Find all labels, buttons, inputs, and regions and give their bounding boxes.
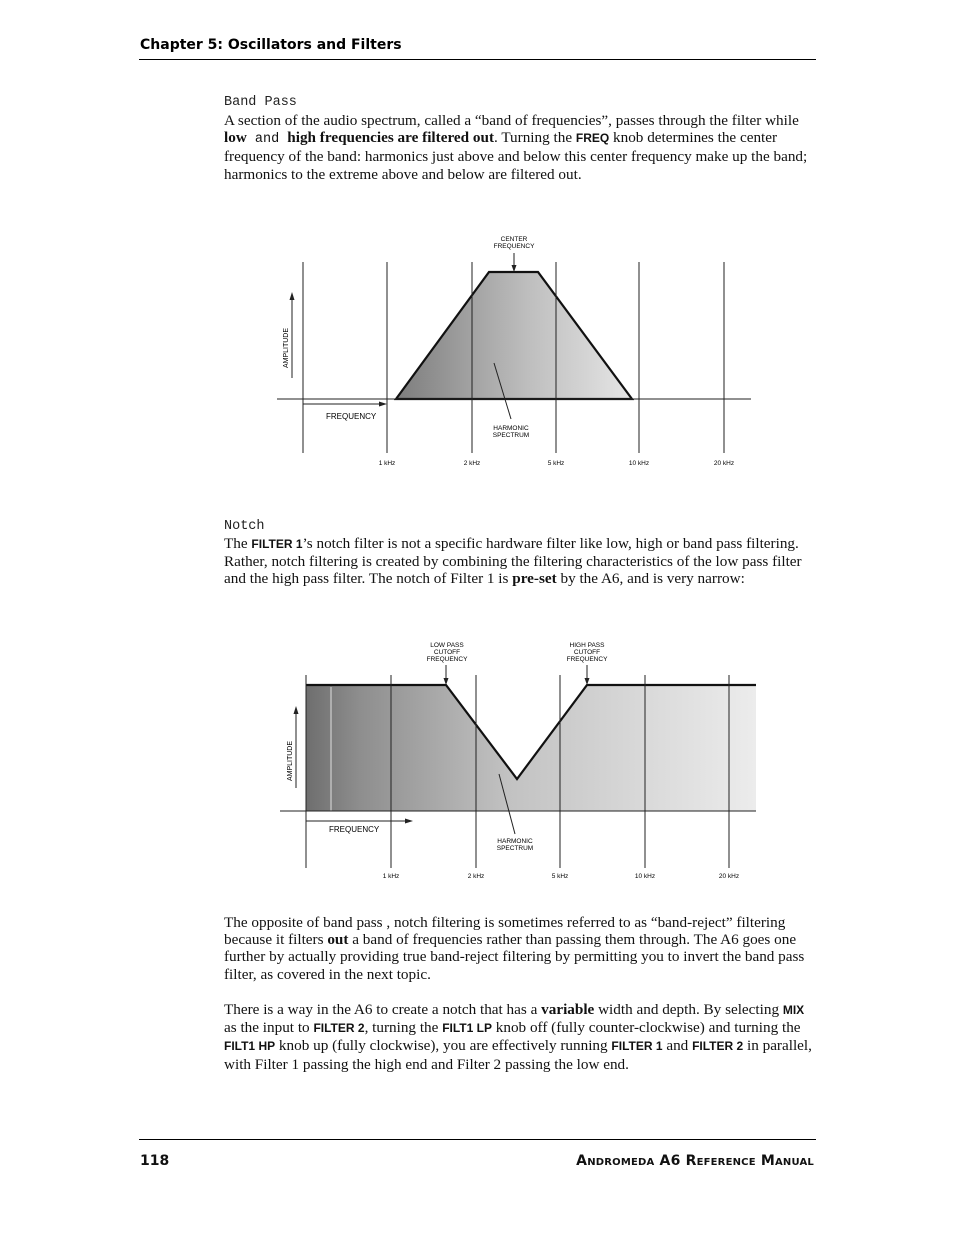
footer-rule [139,1139,816,1140]
bold-out: out [327,931,349,949]
tick-label: 2 kHz [463,460,481,467]
variable-notch-paragraph [224,1001,814,1073]
text-run: knob off (fully counter-clockwise) and turning the [491,1019,801,1037]
text-run: knob determines the center frequency of the band: harmonics just above and below this center frequency make up the band; harmonics to the extreme above and below are filtered out. [224,129,808,183]
hp-label: HIGH PASS [569,642,605,649]
tick-label: 1 kHz [382,873,400,880]
harmonic-label: SPECTRUM [496,845,534,852]
notch-shape [306,685,756,811]
lp-label: FREQUENCY [426,656,468,663]
hp-label: CUTOFF [573,649,601,656]
text-run: a band of frequencies rather than passing them through. The A6 goes one further by actually providing true band-reject filtering by permitting you to invert the band pass filter, as covered in the next topic. [224,931,805,983]
notch-figure [270,638,762,884]
arrow-head [294,706,299,714]
tick-label: 10 kHz [634,873,656,880]
harmonic-label: SPECTRUM [492,432,530,439]
header-rule [139,59,816,60]
filt1-lp-label: FILT1 LP [442,1021,492,1036]
center-label: FREQUENCY [493,243,535,250]
tick-label: 2 kHz [467,873,485,880]
tick-label: 5 kHz [551,873,569,880]
bold-low: low [224,129,247,147]
amplitude-label: AMPLITUDE [287,740,294,782]
tick-label: 20 kHz [713,460,735,467]
center-label: CENTER [500,236,528,243]
bold-variable: variable [541,1001,595,1018]
harmonic-label: HARMONIC [493,425,529,432]
manual-title: Andromeda A6 Reference Manual [576,1153,814,1169]
tick-label: 5 kHz [547,460,565,467]
text-run: as the input to [224,1019,314,1037]
lp-label: CUTOFF [433,649,461,656]
tick-label: 20 kHz [718,873,740,880]
amplitude-label: AMPLITUDE [283,327,290,369]
filter2-label: FILTER 2 [692,1039,744,1054]
text-run: The opposite of band pass , notch filtering is sometimes referred to as “band-reject” filtering because it filters [224,914,786,949]
band-reject-paragraph [224,914,814,983]
filt1-hp-label: FILT1 HP [224,1039,276,1054]
filter1-label: FILTER 1 [251,537,303,551]
bandpass-paragraph [224,112,814,183]
text-run: by the A6, and is very narrow: [556,570,745,588]
notch-title: Notch [224,519,265,534]
text-run: and [662,1037,693,1055]
harmonic-label: HARMONIC [497,838,533,845]
text-run: in parallel, with Filter 1 passing the high end and Filter 2 passing the low end. [224,1037,812,1073]
bold-high-filtered: high frequencies are filtered out [287,129,494,147]
bandpass-shape [396,272,632,399]
mix-label: MIX [782,1003,805,1017]
bandpass-figure [270,228,760,473]
arrow-head [290,292,295,300]
text-run: ’s notch filter is not a specific hardware filter like low, high or band pass filtering. Rather, notch filtering is created by combining the filtering characteristics of the low pass filter and the high pass filter. The notch of Filter 1 is [224,535,802,588]
arrow-head [405,819,413,824]
page-number: 118 [140,1153,170,1169]
text-run: A section of the audio spectrum, called a “band of frequencies”, passes through the filter while [224,112,799,129]
frequency-label: FREQUENCY [326,412,377,421]
text-run: . Turning the [494,129,576,147]
hp-label: FREQUENCY [566,656,608,663]
frequency-label: FREQUENCY [329,825,380,834]
tick-label: 10 kHz [628,460,650,467]
notch-paragraph [224,535,814,588]
chapter-header: Chapter 5: Oscillators and Filters [140,37,402,53]
lp-label: LOW PASS [430,642,464,649]
filter2-label: FILTER 2 [313,1021,365,1036]
text-run: width and depth. By selecting [594,1001,783,1018]
text-run: knob up (fully clockwise), you are effectively running [275,1037,612,1055]
text-run: The [224,535,252,552]
filter1-label: FILTER 1 [611,1039,663,1054]
bandpass-title: Band Pass [224,95,297,110]
tick-label: 1 kHz [378,460,396,467]
arrow-head [379,402,387,407]
mono-and: and [246,132,288,148]
freq-knob-label: FREQ [575,131,610,146]
text-run: There is a way in the A6 to create a notch that has a [224,1001,542,1018]
text-run: , turning the [364,1019,443,1037]
bold-preset: pre-set [512,570,557,588]
